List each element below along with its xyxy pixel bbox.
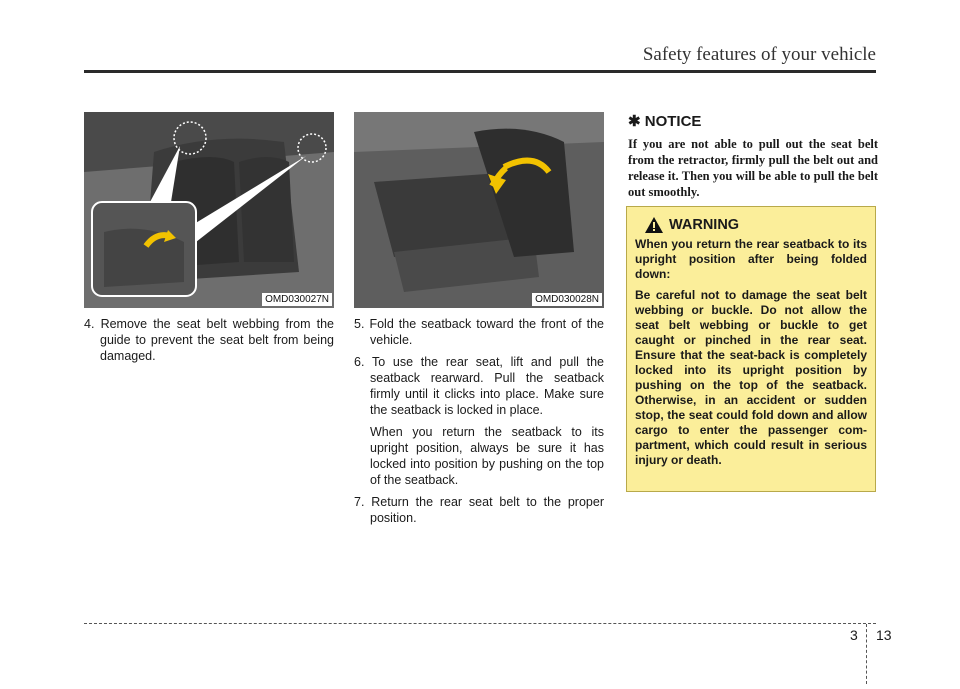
rear-seat-belt-illustration	[84, 112, 334, 308]
warning-box	[626, 206, 876, 492]
figure-caption: OMD030027N	[262, 293, 332, 306]
step-5	[354, 316, 604, 348]
step-6-note: When you return the seatback to its upright position, always be sure it has locked into position by pushing on the top of the seatback.	[370, 425, 604, 487]
warning-intro: When you return the rear seatback to its upright position after being folded down:	[635, 237, 867, 281]
footer-divider	[84, 623, 876, 624]
step-number: 7.	[354, 495, 365, 509]
notice-title: NOTICE	[644, 113, 702, 130]
step-text: Fold the seatback toward the front of the vehicle.	[369, 317, 604, 347]
notice-box	[628, 112, 878, 200]
notice-heading	[628, 112, 878, 130]
figure-caption: OMD030028N	[532, 293, 602, 306]
step-number: 4.	[84, 317, 95, 331]
notice-text: If you are not able to pull out the seat belt from the retractor, firmly pull the belt out and release it. Then you will be able to pull the belt out smoothly.	[628, 137, 878, 199]
step-text: To use the rear seat, lift and pull the seatback rearward. Pull the seatback firmly until it clicks into place. Make sure the seatback is locked in place.	[370, 355, 604, 417]
rear-seat-belt-figure	[84, 112, 334, 308]
section-title: Safety features of your vehicle	[642, 44, 876, 65]
page-number: 13	[876, 627, 892, 643]
page-number-divider	[866, 624, 867, 684]
step-7	[354, 494, 604, 526]
step-4	[84, 316, 334, 364]
fold-seatback-illustration	[354, 112, 604, 308]
section-number: 3	[850, 627, 858, 643]
warning-heading	[635, 217, 867, 233]
step-6	[354, 354, 604, 418]
step-number: 5.	[354, 317, 365, 331]
warning-text: Be careful not to damage the seat belt webbing or buckle. Do not allow the seat belt webbing or buckle to get caught or pinched in the rear seat. Ensure that the seat-back is completely locked into its upright position by pushing on the top of the seatback. Otherwise, in an accident or sudden stop, the seat could fold down and allow cargo to enter the passenger com-partment, which could result in serious injury or death.	[635, 288, 867, 467]
left-instructions	[84, 316, 334, 370]
step-text: Remove the seat belt webbing from the guide to prevent the seat belt from being damaged.	[100, 317, 334, 363]
header-divider	[84, 70, 876, 73]
fold-seatback-figure	[354, 112, 604, 308]
asterisk-icon: ✱	[628, 113, 641, 130]
step-number: 6.	[354, 355, 365, 369]
warning-body	[635, 237, 867, 468]
warning-triangle-icon	[645, 217, 663, 233]
middle-instructions	[354, 316, 604, 532]
step-text: Return the rear seat belt to the proper position.	[370, 495, 604, 525]
warning-title: WARNING	[669, 217, 740, 233]
